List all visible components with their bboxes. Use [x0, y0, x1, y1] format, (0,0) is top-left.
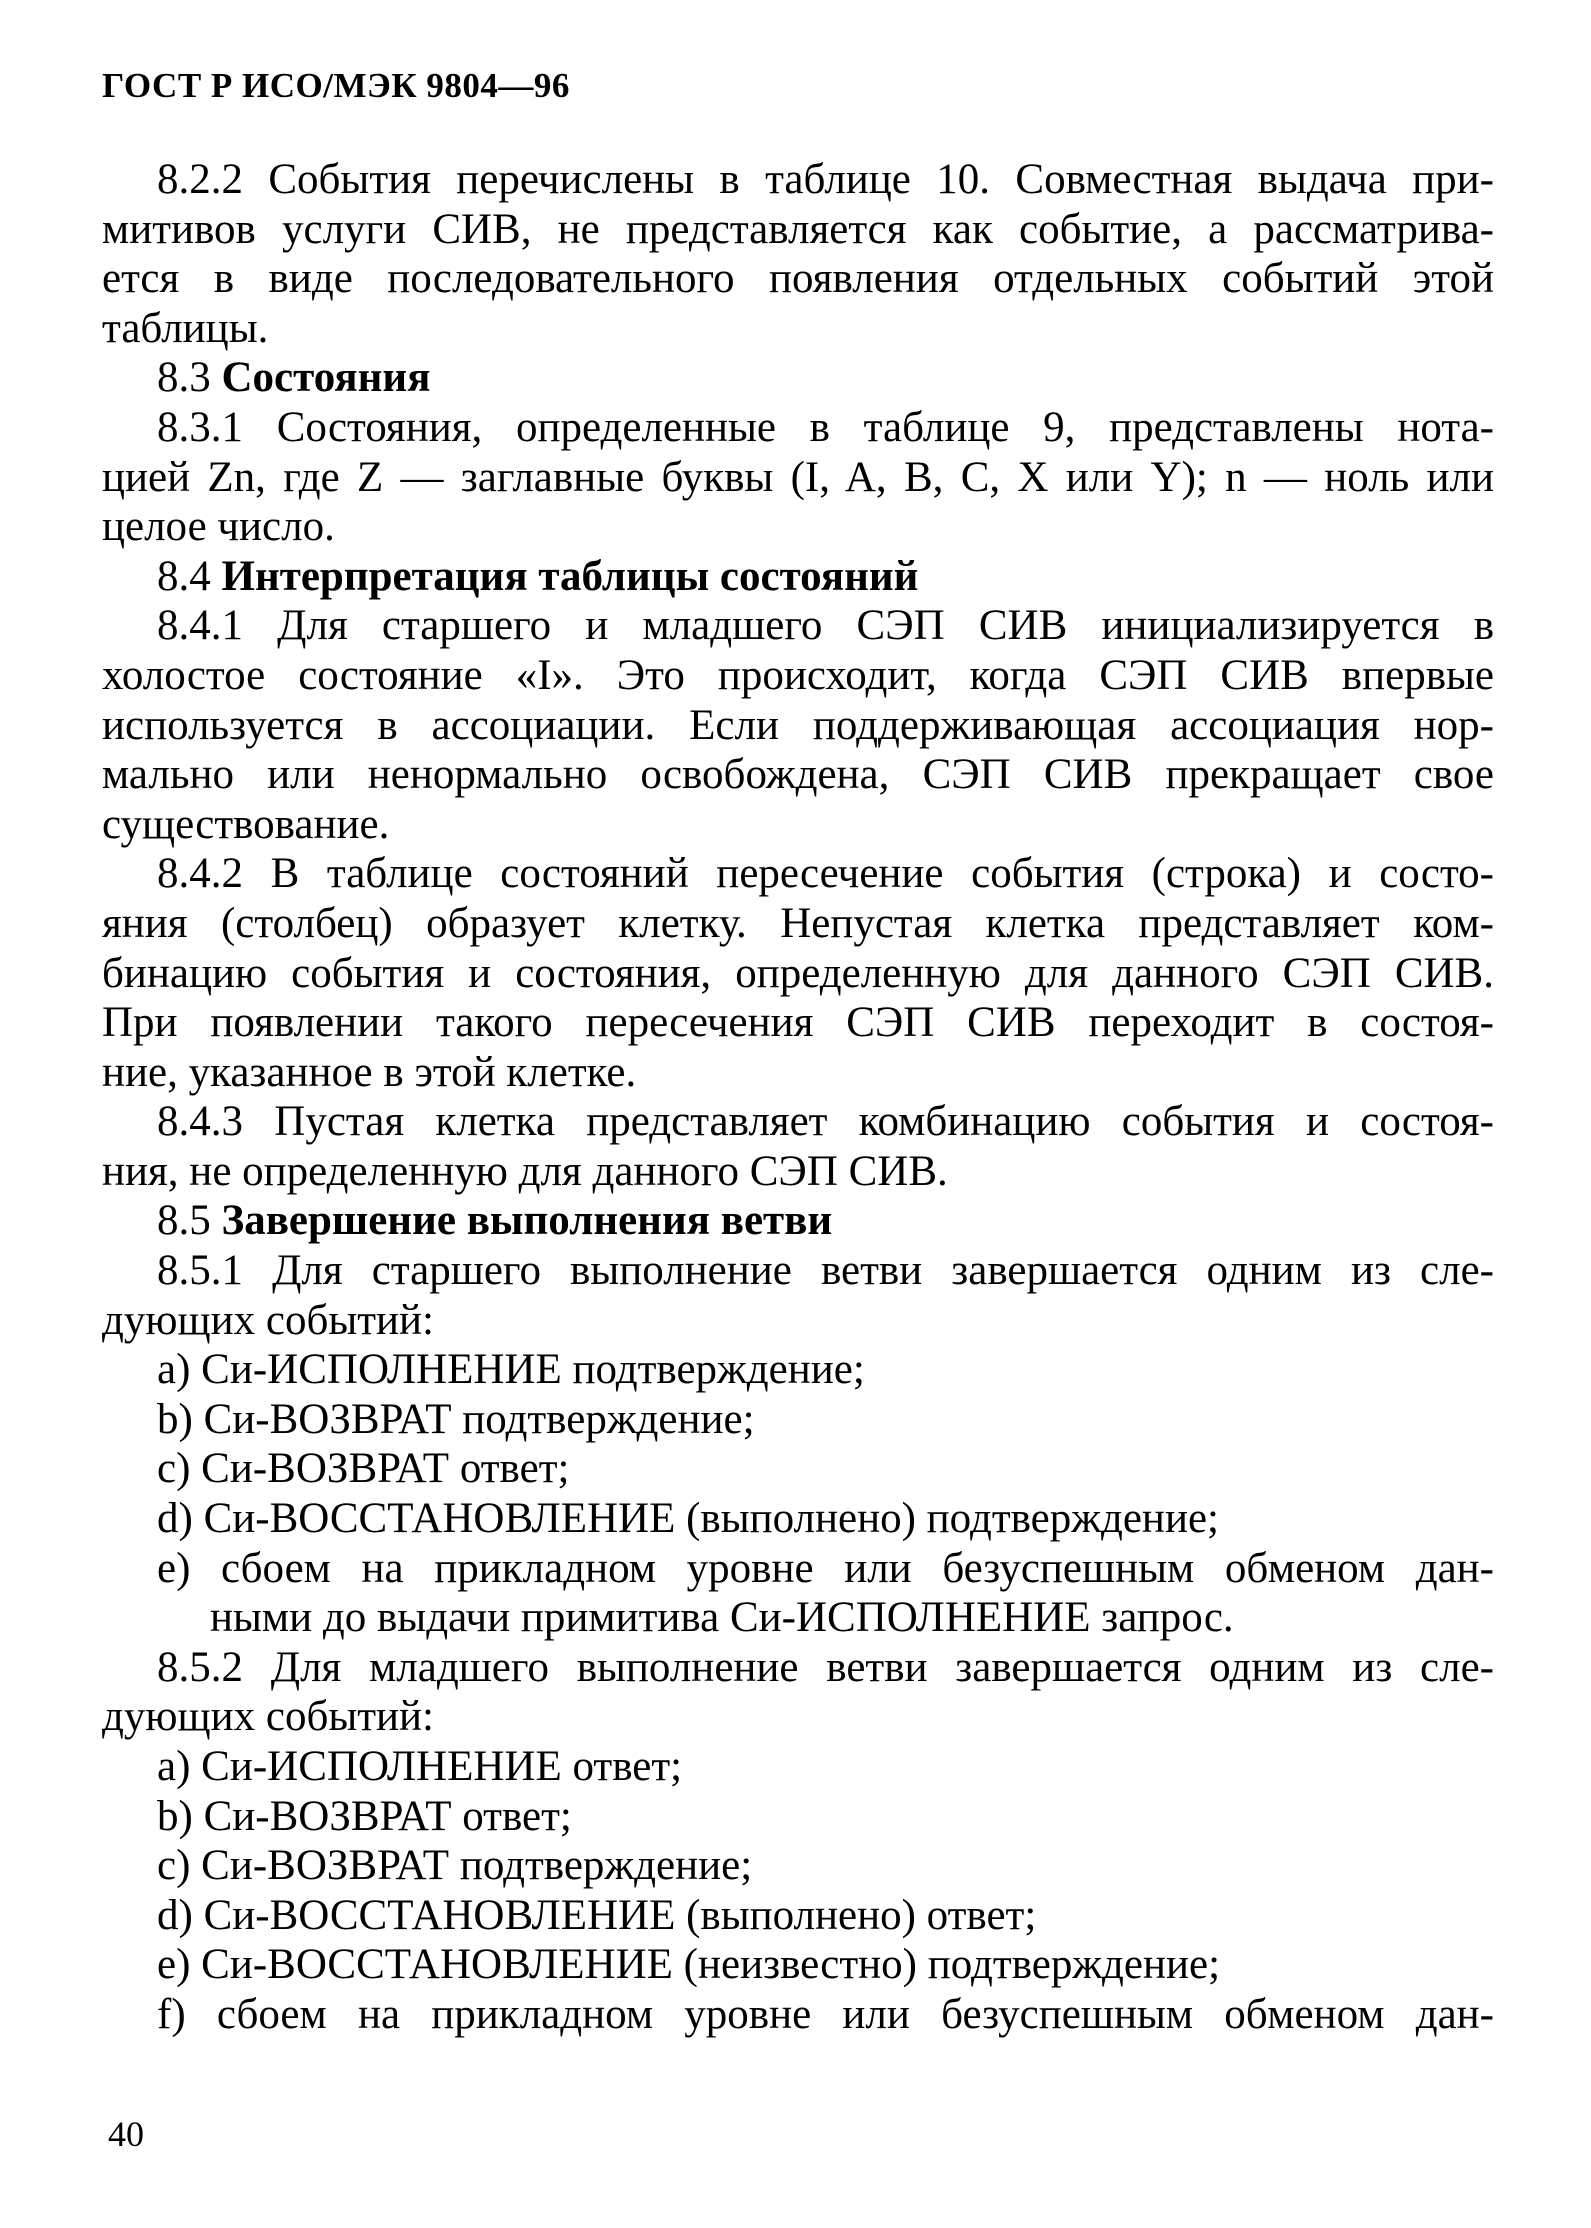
text-line — [102, 849, 1494, 899]
text-line — [102, 1742, 1494, 1792]
line-text: e) Си-ВОССТАНОВЛЕНИЕ (неизвестно) подтверждение; — [157, 1941, 1221, 1989]
line-text: цией Zn, где Z — заглавные буквы (I, A, B, C, X или Y); n — ноль или — [102, 453, 1494, 501]
line-text: 8.5.2 Для младшего выполнение ветви завершается одним из сле- — [157, 1643, 1494, 1691]
section-heading — [102, 1196, 1494, 1246]
text-line — [102, 1097, 1494, 1147]
section-number: 8.3 — [157, 354, 211, 402]
line-text: a) Си-ИСПОЛНЕНИЕ подтверждение; — [157, 1346, 865, 1394]
text-line — [102, 1692, 1494, 1742]
text-line — [102, 800, 1494, 850]
line-text: 8.4.2 В таблице состояний пересечение события (строка) и состо- — [157, 850, 1494, 898]
text-line — [102, 205, 1494, 255]
line-text: существование. — [102, 800, 390, 848]
line-text: ется в виде последовательного появления отдельных событий этой — [102, 255, 1494, 303]
line-text: бинацию события и состояния, определенную для данного СЭП СИВ. — [102, 949, 1494, 997]
line-text: ными до выдачи примитива Си-ИСПОЛНЕНИЕ запрос. — [210, 1594, 1234, 1642]
text-line — [102, 403, 1494, 453]
text-line — [102, 899, 1494, 949]
line-text: яния (столбец) образует клетку. Непустая клетка представляет ком- — [102, 899, 1494, 947]
section-heading — [102, 353, 1494, 403]
line-text: f) сбоем на прикладном уровне или безуспешным обменом дан- — [157, 1990, 1494, 2038]
section-number: 8.5 — [157, 1197, 211, 1245]
line-text: дующих событий: — [102, 1296, 434, 1344]
text-line — [102, 1395, 1494, 1445]
line-text: ние, указанное в этой клетке. — [102, 1048, 637, 1096]
text-line — [102, 1544, 1494, 1594]
line-text: целое число. — [102, 503, 335, 551]
line-text: таблицы. — [102, 304, 269, 352]
line-text: c) Си-ВОЗВРАТ ответ; — [157, 1445, 570, 1493]
line-text: e) сбоем на прикладном уровне или безуспешным обменом дан- — [157, 1544, 1494, 1592]
text-line — [102, 1246, 1494, 1296]
line-text: 8.5.1 Для старшего выполнение ветви завершается одним из сле- — [157, 1247, 1494, 1295]
text-line — [102, 1345, 1494, 1395]
line-text: ния, не определенную для данного СЭП СИВ. — [102, 1147, 948, 1195]
section-heading — [102, 552, 1494, 602]
text-line — [102, 502, 1494, 552]
text-line — [102, 750, 1494, 800]
text-line — [102, 1444, 1494, 1494]
line-text: дующих событий: — [102, 1693, 434, 1741]
text-line — [102, 1990, 1494, 2040]
section-title: Интерпретация таблицы состояний — [221, 552, 919, 600]
line-text: b) Си-ВОЗВРАТ ответ; — [157, 1792, 572, 1840]
section-number: 8.4 — [157, 552, 211, 600]
line-text: 8.4.3 Пустая клетка представляет комбинацию события и состоя- — [157, 1098, 1494, 1146]
text-line — [102, 1593, 1494, 1643]
text-line — [102, 155, 1494, 205]
text-line — [102, 949, 1494, 999]
text-line — [102, 998, 1494, 1048]
line-text: При появлении такого пересечения СЭП СИВ переходит в состоя- — [102, 999, 1494, 1047]
text-line — [102, 1494, 1494, 1544]
line-text: b) Си-ВОЗВРАТ подтверждение; — [157, 1395, 755, 1443]
text-line — [102, 601, 1494, 651]
line-text: 8.3.1 Состояния, определенные в таблице 9, представлены нота- — [157, 403, 1494, 451]
line-text: 8.4.1 Для старшего и младшего СЭП СИВ инициализируется в — [157, 602, 1494, 650]
text-line — [102, 1891, 1494, 1941]
text-line — [102, 1643, 1494, 1693]
text-line — [102, 1792, 1494, 1842]
document-header: ГОСТ Р ИСО/МЭК 9804—96 — [102, 66, 570, 105]
line-text: митивов услуги СИВ, не представляется как событие, а рассматрива- — [102, 205, 1494, 253]
text-line — [102, 1940, 1494, 1990]
line-text: c) Си-ВОЗВРАТ подтверждение; — [157, 1842, 753, 1890]
text-line — [102, 1048, 1494, 1098]
line-text: a) Си-ИСПОЛНЕНИЕ ответ; — [157, 1743, 683, 1790]
line-text: используется в ассоциации. Если поддерживающая ассоциация нор- — [102, 701, 1494, 749]
text-line — [102, 1296, 1494, 1346]
text-line — [102, 254, 1494, 304]
line-text: холостое состояние «I». Это происходит, когда СЭП СИВ впервые — [102, 651, 1494, 699]
section-title: Состояния — [221, 354, 431, 402]
line-text: d) Си-ВОССТАНОВЛЕНИЕ (выполнено) ответ; — [157, 1891, 1037, 1939]
page-number: 40 — [108, 2114, 144, 2154]
text-line — [102, 1841, 1494, 1891]
section-title: Завершение выполнения ветви — [221, 1197, 833, 1245]
line-text: 8.2.2 События перечислены в таблице 10. Совместная выдача при- — [157, 156, 1494, 203]
line-text: мально или ненормально освобождена, СЭП СИВ прекращает свое — [102, 751, 1494, 799]
text-line — [102, 1147, 1494, 1197]
text-line — [102, 453, 1494, 503]
text-line — [102, 701, 1494, 751]
text-line — [102, 651, 1494, 701]
document-body — [102, 155, 1494, 2040]
line-text: d) Си-ВОССТАНОВЛЕНИЕ (выполнено) подтверждение; — [157, 1495, 1219, 1543]
text-line — [102, 304, 1494, 354]
